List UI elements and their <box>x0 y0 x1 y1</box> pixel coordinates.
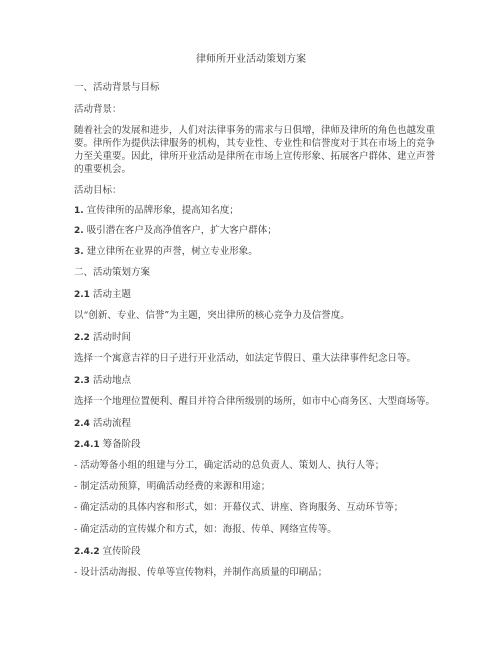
goal-number: 2. <box>74 226 84 236</box>
list-item: - 活动筹备小组的组建与分工，确定活动的总负责人、策划人、执行人等； <box>74 460 385 471</box>
venue-paragraph: 选择一个地理位置便利、醒目并符合律所级别的场所，如市中心商务区、大型商场等。 <box>74 396 436 407</box>
document-title: 律师所开业活动策划方案 <box>196 54 306 65</box>
subsection-number: 2.4 <box>74 419 90 429</box>
subsection-title: 筹备阶段 <box>102 439 141 450</box>
subsection-heading-theme <box>74 288 131 302</box>
subsection-heading-time <box>74 331 131 345</box>
subsection-title: 活动地点 <box>92 375 131 386</box>
list-item: - 设计活动海报、传单等宣传物料，并制作高质量的印刷品； <box>74 567 328 578</box>
subsection-heading-process <box>74 417 131 431</box>
section-heading-plan: 二、活动策划方案 <box>74 267 151 278</box>
list-item: - 确定活动的具体内容和形式，如：开幕仪式、讲座、咨询服务、互动环节等； <box>74 502 404 513</box>
subsection-number: 2.1 <box>74 290 90 300</box>
background-paragraph: 随着社会的发展和进步，人们对法律事务的需求与日俱增，律师及律所的角色也越发重要。律所作为提供法律服务的机构，其专业性、专业性和信誉度对于其在市场上的竞争力至关重要。因此，律所开业活动是律所在市场上宣传形象、拓展客户群体、建立声誉的重要机会。 <box>74 125 436 175</box>
goal-text: 建立律所在业界的声誉，树立专业形象。 <box>86 246 258 257</box>
subsection-number: 2.4.1 <box>74 440 100 450</box>
goal-item <box>74 204 239 218</box>
goals-label: 活动目标： <box>74 185 122 196</box>
list-item: - 确定活动的宣传媒介和方式，如：海报、传单、网络宣传等。 <box>74 524 337 535</box>
goal-number: 1. <box>74 206 84 216</box>
goal-text: 吸引潜在客户及高净值客户，扩大客户群体； <box>86 225 277 236</box>
subsection-title: 宣传阶段 <box>102 546 141 557</box>
theme-paragraph: 以“创新、专业、信誉”为主题，突出律所的核心竞争力及信誉度。 <box>74 310 350 321</box>
subsection-title: 活动时间 <box>92 332 131 343</box>
subsection-title: 活动主题 <box>92 289 131 300</box>
subsection-number: 2.4.2 <box>74 547 100 557</box>
subsection-title: 活动流程 <box>92 418 131 429</box>
subsection-number: 2.2 <box>74 333 90 343</box>
subsection-number: 2.3 <box>74 376 90 386</box>
subsection-heading-preparation <box>74 438 141 452</box>
goal-text: 宣传律所的品牌形象，提高知名度； <box>86 205 239 216</box>
subsection-heading-promotion <box>74 545 141 559</box>
subsection-heading-venue <box>74 374 131 388</box>
section-heading-background: 一、活动背景与目标 <box>74 82 160 93</box>
list-item: - 制定活动预算，明确活动经费的来源和用途； <box>74 481 271 492</box>
goal-item <box>74 224 277 238</box>
time-paragraph: 选择一个寓意吉祥的日子进行开业活动，如法定节假日、重大法律事件纪念日等。 <box>74 353 417 364</box>
background-label: 活动背景： <box>74 104 122 115</box>
goal-item <box>74 245 258 259</box>
goal-number: 3. <box>74 247 84 257</box>
